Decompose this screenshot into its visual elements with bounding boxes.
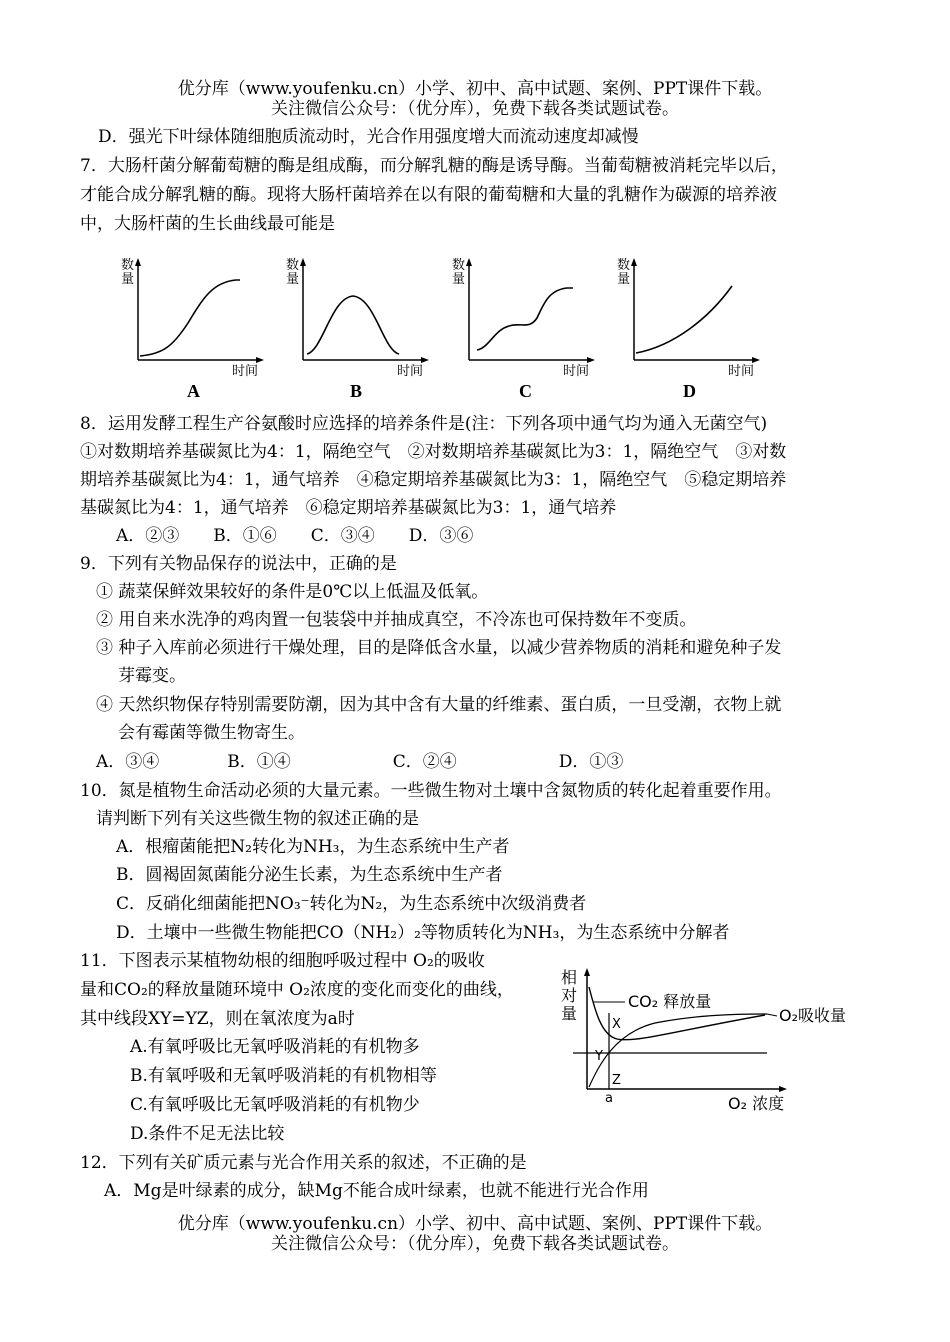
q9-statement-3a: ③ 种子入库前必须进行干燥处理，目的是降低含水量，以减少营养物质的消耗和避免种子发	[96, 638, 782, 658]
footer-line-1: 优分库（www.youfenku.cn）小学、初中、高中试题、案例、PPT课件下载。	[177, 1214, 773, 1234]
q11-option-d: D.条件不足无法比较	[130, 1124, 285, 1144]
q11-point-y: Y	[595, 1049, 603, 1064]
q7-graph-a-xlabel: 时间	[232, 364, 259, 379]
q11-x-label: O₂ 浓度	[728, 1094, 785, 1113]
q8-options: A．②③ B．①⑥ C．③④ D．③⑥	[116, 526, 474, 546]
q8-stem-line-3: 期培养基碳氮比为4：1，通气培养 ④稳定期培养基碳氮比为3：1，隔绝空气 ⑤稳定期培养	[80, 470, 787, 490]
q9-statement-4b: 会有霉菌等微生物寄生。	[118, 723, 305, 743]
q9-statement-2: ② 用自来水洗净的鸡肉置一包装袋中并抽成真空，不冷冻也可保持数年不变质。	[96, 610, 697, 630]
q7-graph-c-ylabel: 数量	[452, 258, 466, 287]
q10-stem-line-2: 请判断下列有关这些微生物的叙述正确的是	[96, 809, 419, 829]
q7-graph-c	[449, 258, 599, 372]
q7-graph-b-curve	[307, 296, 399, 354]
q7-graph-b-caption: B	[350, 381, 363, 401]
q11-point-x: X	[612, 1017, 621, 1032]
q11-co2-label: CO₂ 释放量	[628, 992, 712, 1011]
q7-graph-b-xlabel: 时间	[397, 364, 424, 379]
q7-stem-line-3: 中，大肠杆菌的生长曲线最可能是	[80, 214, 335, 234]
q9-statement-4a: ④ 天然织物保存特别需要防潮，因为其中含有大量的纤维素、蛋白质，一旦受潮，衣物上就	[96, 695, 782, 715]
q7-graph-d-curve	[636, 286, 732, 353]
header-line-2: 关注微信公众号：（优分库），免费下载各类试题试卷。	[271, 99, 679, 119]
q12-stem: 12．下列有关矿质元素与光合作用关系的叙述，不正确的是	[80, 1153, 527, 1173]
q11-graph-ylabel-2: 对	[561, 986, 578, 1005]
q10-option-b: B．圆褐固氮菌能分泌生长素，为生态系统中生产者	[116, 865, 503, 885]
q7-graph-a-caption: A	[187, 381, 200, 401]
q7-graph-c-curve	[477, 288, 573, 350]
q7-graph-a-ylabel: 数量	[121, 258, 135, 287]
q11-option-c: C.有氧呼吸比无氧呼吸消耗的有机物少	[130, 1095, 420, 1115]
q7-graph-b-ylabel: 数量	[286, 258, 300, 287]
q7-graph-a-curve	[140, 280, 240, 356]
q7-stem-line-1: 7．大肠杆菌分解葡萄糖的酶是组成酶，而分解乳糖的酶是诱导酶。当葡萄糖被消耗完毕以后，	[80, 156, 788, 176]
q9-statement-3b: 芽霉变。	[118, 666, 186, 686]
q11-graph-ylabel-3: 量	[561, 1004, 578, 1023]
q11-option-b: B.有氧呼吸和无氧呼吸消耗的有机物相等	[130, 1066, 437, 1086]
q8-stem-line-2: ①对数期培养基碳氮比为4：1，隔绝空气 ②对数期培养基碳氮比为3：1，隔绝空气 ③对数	[80, 442, 787, 462]
q11-graph-ylabel-1: 相	[561, 968, 578, 987]
q9-stem: 9．下列有关物品保存的说法中，正确的是	[80, 554, 397, 574]
q7-graph-a	[118, 258, 268, 372]
q9-statement-1: ① 蔬菜保鲜效果较好的条件是0℃以上低温及低氧。	[96, 582, 489, 602]
q11-graph	[555, 965, 875, 1119]
q11-point-z: Z	[612, 1073, 621, 1088]
q7-graph-d-xlabel: 时间	[728, 364, 755, 379]
q10-option-c: C．反硝化细菌能把NO₃⁻转化为N₂，为生态系统中次级消费者	[116, 894, 587, 914]
q11-stem-line-1: 11．下图表示某植物幼根的细胞呼吸过程中 O₂的吸收	[80, 951, 485, 971]
q11-stem-line-3: 其中线段XY=YZ，则在氧浓度为a时	[80, 1009, 355, 1029]
q12-option-a: A．Mg是叶绿素的成分，缺Mg不能合成叶绿素，也就不能进行光合作用	[104, 1181, 649, 1201]
q7-graph-d	[614, 258, 764, 372]
q10-option-a: A．根瘤菌能把N₂转化为NH₃，为生态系统中生产者	[116, 837, 510, 857]
q7-graph-d-ylabel: 数量	[617, 258, 631, 287]
q7-graph-c-caption: C	[519, 381, 532, 401]
header-line-1: 优分库（www.youfenku.cn）小学、初中、高中试题、案例、PPT课件下载。	[177, 79, 773, 99]
q11-option-a: A.有氧呼吸比无氧呼吸消耗的有机物多	[130, 1037, 420, 1057]
q10-option-d: D．土壤中一些微生物能把CO（NH₂）₂等物质转化为NH₃，为生态系统中分解者	[116, 923, 730, 943]
q11-point-a: a	[605, 1091, 613, 1106]
q7-graph-d-caption: D	[683, 381, 696, 401]
q10-stem-line-1: 10．氮是植物生命活动必须的大量元素。一些微生物对土壤中含氮物质的转化起着重要作用。	[80, 781, 782, 801]
q7-graph-c-xlabel: 时间	[563, 364, 590, 379]
q7-stem-line-2: 才能合成分解乳糖的酶。现将大肠杆菌培养在以有限的葡萄糖和大量的乳糖作为碳源的培养液	[80, 185, 777, 205]
footer-line-2: 关注微信公众号：（优分库），免费下载各类试题试卷。	[271, 1234, 679, 1254]
q9-options: A．③④ B．①④ C．②④ D．①③	[96, 752, 624, 772]
q6-option-d: D．强光下叶绿体随细胞质流动时，光合作用强度增大而流动速度却减慢	[98, 127, 639, 147]
q11-o2-label: O₂吸收量	[779, 1006, 847, 1025]
q8-stem-line-4: 基碳氮比为4：1，通气培养 ⑥稳定期培养基碳氮比为3：1，通气培养	[80, 498, 617, 518]
q8-stem-line-1: 8．运用发酵工程生产谷氨酸时应选择的培养条件是(注：下列各项中通气均为通入无菌空气)	[80, 414, 768, 434]
q7-graph-b	[283, 258, 433, 372]
q11-stem-line-2: 量和CO₂的释放量随环境中 O₂浓度的变化而变化的曲线，	[80, 980, 514, 1000]
